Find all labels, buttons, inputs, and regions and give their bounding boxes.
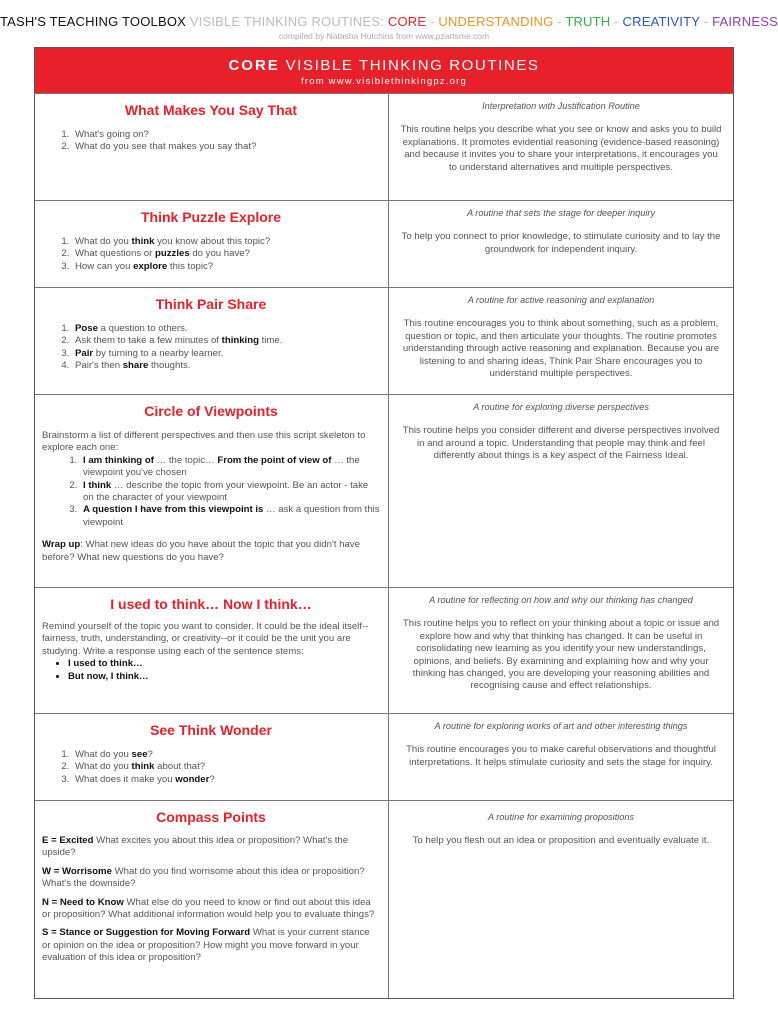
routine-step-list bbox=[42, 236, 380, 273]
step-keyword: Pair bbox=[75, 347, 94, 359]
step-text: about that? bbox=[154, 761, 206, 773]
step-text: … the topic… bbox=[153, 454, 218, 466]
compass-label: S = Stance or Suggestion for Moving Forward bbox=[42, 927, 251, 939]
routine-about bbox=[389, 395, 733, 587]
routine-step bbox=[80, 504, 380, 529]
sentence-stem-list bbox=[42, 658, 380, 683]
routine-subtitle: A routine for exploring diverse perspectives bbox=[473, 402, 649, 412]
routine-description: This routine encourages you to make careful observations and thoughtful interpretations. It helps stimulate curiosity and sets the stage for inquiry. bbox=[406, 744, 716, 768]
compass-label: E = Excited bbox=[42, 835, 94, 846]
routine-title: What Makes You Say That bbox=[124, 102, 298, 118]
compass-point-e bbox=[42, 835, 380, 860]
table-banner bbox=[35, 48, 733, 93]
step-text: Ask them to take a few minutes of bbox=[75, 335, 222, 347]
routine-title: Think Pair Share bbox=[155, 296, 267, 312]
routine-title: Circle of Viewpoints bbox=[144, 403, 278, 419]
compass-text: What else do you need to know or find out about this idea or proposition? What additional information would help you to evaluate things? bbox=[42, 896, 375, 921]
routine-description: To help you flesh out an idea or proposition and eventually evaluate it. bbox=[412, 835, 710, 847]
routine-title: I used to think… Now I think… bbox=[110, 596, 312, 612]
header-separator: - bbox=[703, 14, 709, 29]
header-category-truth: TRUTH bbox=[565, 14, 611, 29]
step-text: this topic? bbox=[167, 260, 214, 272]
routine-row-think-pair-share bbox=[35, 287, 733, 394]
routine-step bbox=[80, 455, 380, 480]
routine-subtitle: A routine that sets the stage for deeper inquiry bbox=[466, 208, 656, 218]
step-text: by turning to a nearby learner. bbox=[93, 347, 224, 359]
header-series: VISIBLE THINKING ROUTINES: bbox=[189, 14, 385, 29]
routine-subtitle: A routine for active reasoning and explanation bbox=[467, 295, 655, 305]
step-keyword: I think bbox=[83, 479, 112, 491]
routine-step bbox=[72, 774, 380, 786]
routine-row-circle-of-viewpoints bbox=[35, 394, 733, 587]
banner-source: from www.visiblethinkingpz.org bbox=[301, 76, 467, 87]
routine-subtitle: A routine for exploring works of art and other interesting things bbox=[434, 721, 688, 731]
step-text: Pair's then bbox=[75, 360, 123, 372]
routine-subtitle: A routine for examining propositions bbox=[487, 812, 635, 822]
wrap-up-label: Wrap up bbox=[42, 539, 81, 551]
step-keyword: puzzles bbox=[155, 248, 190, 260]
routine-description: This routine helps you to reflect on your thinking about a topic or issue and explore how and why that thinking has changed. It can be useful in consolidating new learning as you identify your new understandings, opinions, and beliefs. By examining and explaining how and why your thinking has changed, you are developing your reasoning abilities and recognising cause and effect relationships. bbox=[402, 618, 720, 692]
wrap-up-text: : What new ideas do you have about the topic that you didn't have before? What new questions do you have? bbox=[42, 539, 360, 563]
routine-step bbox=[72, 348, 380, 360]
header-category-creativity: CREATIVITY bbox=[622, 14, 700, 29]
step-keyword: share bbox=[122, 360, 149, 372]
step-text: … ask a question from this viewpoint bbox=[83, 504, 380, 528]
routine-row-i-used-to-think bbox=[35, 587, 733, 713]
routine-step bbox=[72, 761, 380, 773]
routine-step bbox=[72, 749, 380, 761]
banner-title bbox=[35, 57, 733, 74]
header-separator: - bbox=[557, 14, 562, 29]
routine-step bbox=[80, 480, 380, 505]
step-text: … the viewpoint you've chosen bbox=[83, 454, 360, 479]
routine-step bbox=[72, 335, 380, 347]
routine-row-what-makes-you-say-that bbox=[35, 93, 733, 200]
routine-steps bbox=[35, 588, 389, 713]
header-separator: - bbox=[614, 14, 619, 29]
routine-step: 1. What's going on? bbox=[72, 129, 380, 141]
step-text: How can you bbox=[75, 260, 134, 272]
step-text: What do you bbox=[75, 749, 132, 760]
sentence-stem: • But now, I think… bbox=[68, 671, 380, 683]
routine-steps bbox=[35, 288, 389, 394]
routine-steps bbox=[35, 801, 389, 998]
step-text: a question to others. bbox=[97, 323, 188, 334]
routine-step bbox=[72, 323, 380, 335]
routine-step-list bbox=[42, 129, 380, 154]
routine-about bbox=[389, 94, 733, 200]
compass-point-s bbox=[42, 927, 380, 964]
banner-title-rest: VISIBLE THINKING ROUTINES bbox=[285, 57, 540, 74]
step-keyword: see bbox=[131, 749, 148, 760]
step-text: ? bbox=[147, 749, 153, 760]
compass-point-n bbox=[42, 897, 380, 922]
routine-row-see-think-wonder bbox=[35, 713, 733, 800]
header-separator: - bbox=[430, 14, 435, 29]
routine-title: Think Puzzle Explore bbox=[140, 209, 282, 225]
routine-step-list bbox=[42, 323, 380, 373]
routine-step bbox=[72, 261, 380, 273]
step-keyword: think bbox=[131, 236, 155, 247]
routine-wrap-up bbox=[42, 539, 380, 564]
routine-step bbox=[72, 236, 380, 248]
routine-step bbox=[72, 360, 380, 372]
compass-label: W = Worrisome bbox=[42, 865, 112, 877]
routine-steps bbox=[35, 94, 389, 200]
routine-step-list bbox=[42, 455, 380, 529]
step-keyword: thinking bbox=[221, 335, 259, 347]
routine-title: Compass Points bbox=[156, 809, 266, 825]
header-category-fairness: FAIRNESS bbox=[712, 14, 778, 29]
step-keyword: A question I have from this viewpoint is bbox=[83, 504, 264, 516]
step-text: time. bbox=[258, 335, 283, 347]
step-text: you know about this topic? bbox=[154, 236, 271, 247]
routine-description: This routine encourages you to think about something, such as a problem, question or topic, and then articulate your thoughts. The routine promotes understanding through active reasoning and explanation. Because you are listening to and sharing ideas, Think Pair Share encourages you to understand multiple perspectives. bbox=[402, 318, 720, 380]
step-text: What does it make you bbox=[75, 773, 176, 785]
step-keyword: explore bbox=[133, 260, 168, 272]
step-text: thoughts. bbox=[148, 360, 191, 372]
routine-about bbox=[389, 588, 733, 713]
compass-label: N = Need to Know bbox=[42, 896, 124, 908]
routine-title: See Think Wonder bbox=[150, 722, 272, 738]
routine-description: This routine helps you consider different and diverse perspectives involved in and around a topic. Understanding that people may think and feel differently about things is a key aspect of the Fairness Ideal. bbox=[402, 425, 720, 462]
routine-row-think-puzzle-explore bbox=[35, 200, 733, 287]
compass-point-w bbox=[42, 866, 380, 891]
routine-about bbox=[389, 201, 733, 287]
routine-description: This routine helps you describe what you see or know and asks you to build explanations. It promotes evidential reasoning (evidence-based reasoning) and because it invites you to share your interpretations, it encourages you to understand alternatives and multiple perspectives. bbox=[400, 124, 722, 173]
banner-title-bold: CORE bbox=[228, 57, 280, 74]
compiled-by-note: compiled by Natasha Hutchins from www.pzartsme.com bbox=[278, 31, 490, 41]
routine-steps bbox=[35, 201, 389, 287]
routine-intro: Remind yourself of the topic you want to consider. It could be the ideal itself--fairness, truth, understanding, or creativity--or it could be the unit you are studying. Write a response using each of the sentence stems: bbox=[42, 621, 369, 657]
compass-text: What excites you about this idea or proposition? What's the upside? bbox=[42, 835, 349, 859]
routine-about bbox=[389, 288, 733, 394]
compass-text: What do you find worrisome about this idea or proposition? What's the downside? bbox=[42, 865, 365, 890]
step-keyword: wonder bbox=[175, 773, 210, 785]
step-text: … describe the topic from your viewpoint. Be an actor - take on the character of your viewpoint bbox=[83, 479, 369, 504]
step-keyword: I am thinking of bbox=[83, 454, 154, 466]
step-text: What questions or bbox=[75, 248, 155, 260]
routine-subtitle: Interpretation with Justification Routine bbox=[482, 101, 640, 111]
routine-step-list bbox=[42, 749, 380, 786]
routine-description: To help you connect to prior knowledge, to stimulate curiosity and to lay the groundwork for independent inquiry. bbox=[401, 231, 721, 255]
header-category-understanding: UNDERSTANDING bbox=[438, 14, 554, 29]
routine-step: 2. What do you see that makes you say that? bbox=[72, 141, 380, 153]
routine-steps bbox=[35, 714, 389, 800]
routine-step bbox=[72, 248, 380, 260]
step-text: do you have? bbox=[189, 248, 250, 260]
header-category-core: CORE bbox=[387, 14, 427, 29]
routine-about bbox=[389, 714, 733, 800]
step-text: What do you bbox=[75, 761, 132, 773]
step-text: ? bbox=[209, 773, 215, 785]
step-keyword: think bbox=[131, 761, 155, 773]
routine-intro: Brainstorm a list of different perspectives and then use this script skeleton to explore each one: bbox=[42, 430, 366, 454]
header-brand: TASH'S TEACHING TOOLBOX bbox=[0, 14, 186, 29]
step-text: What do you bbox=[75, 236, 132, 247]
routine-row-compass-points bbox=[35, 800, 733, 998]
routine-subtitle: A routine for reflecting on how and why our thinking has changed bbox=[429, 595, 693, 605]
step-keyword: From the point of view of bbox=[217, 454, 332, 466]
compass-text: What is your current stance or opinion on the idea or proposition? How might you move forward in your evaluation of this idea or proposition? bbox=[42, 927, 370, 964]
sentence-stem: • I used to think… bbox=[68, 658, 380, 670]
page-header bbox=[0, 14, 778, 29]
step-keyword: Pose bbox=[75, 323, 98, 334]
routines-table bbox=[34, 47, 734, 999]
routine-steps bbox=[35, 395, 389, 587]
routine-about bbox=[389, 801, 733, 998]
